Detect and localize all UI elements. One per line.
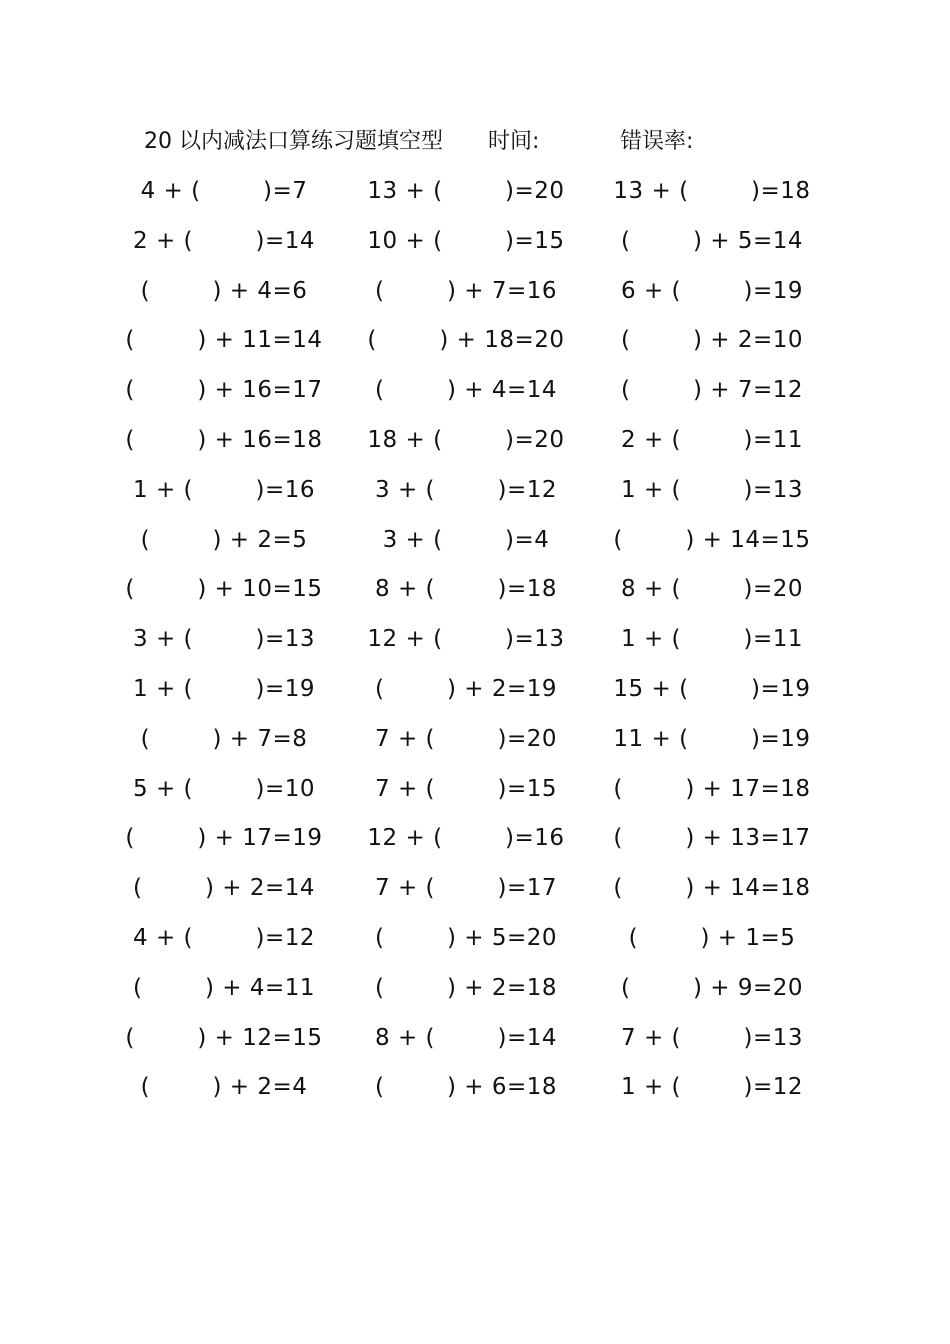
problem-item: 18 + ( )=20 — [367, 426, 565, 453]
problem-row — [0, 274, 950, 324]
problem-row — [0, 572, 950, 622]
problem-item: 1 + ( )=13 — [621, 476, 803, 503]
problem-item: ( ) + 2=10 — [621, 327, 803, 354]
problem-row — [0, 373, 950, 423]
problem-item: ( ) + 7=8 — [140, 725, 308, 752]
problem-item: ( ) + 2=19 — [375, 675, 557, 702]
problem-item: ( ) + 4=14 — [375, 377, 557, 404]
error-rate-label: 错误率: — [620, 129, 694, 154]
problem-item: 7 + ( )=20 — [375, 725, 557, 752]
problem-item: 10 + ( )=15 — [367, 227, 565, 254]
problem-item: 15 + ( )=19 — [613, 675, 811, 702]
problem-row — [0, 921, 950, 971]
problem-item: 1 + ( )=19 — [133, 675, 315, 702]
problem-item: ( ) + 2=18 — [375, 974, 557, 1001]
problem-item: ( ) + 10=15 — [125, 576, 323, 603]
problem-item: 12 + ( )=16 — [367, 825, 565, 852]
problem-item: ( ) + 4=11 — [133, 974, 315, 1001]
problem-item: ( ) + 12=15 — [125, 1024, 323, 1051]
problem-row — [0, 523, 950, 573]
problem-item: 4 + ( )=7 — [140, 178, 308, 204]
problem-item: ( ) + 7=16 — [375, 277, 557, 304]
problem-item: 7 + ( )=17 — [375, 875, 557, 902]
problem-item: ( ) + 11=14 — [125, 327, 323, 354]
worksheet-header — [0, 126, 950, 158]
problem-item: 6 + ( )=19 — [621, 277, 803, 304]
problem-row — [0, 224, 950, 274]
problem-item: ( ) + 9=20 — [621, 974, 803, 1001]
problem-item: ( ) + 5=20 — [375, 924, 557, 951]
problem-item: ( ) + 18=20 — [367, 327, 565, 354]
problem-item: ( ) + 17=18 — [613, 775, 811, 802]
problem-item: ( ) + 2=4 — [140, 1074, 308, 1101]
problem-item: ( ) + 17=19 — [125, 825, 323, 852]
problem-row — [0, 722, 950, 772]
problem-row — [0, 622, 950, 672]
time-label: 时间: — [488, 129, 540, 154]
problem-item: 1 + ( )=16 — [133, 476, 315, 503]
problem-item: 5 + ( )=10 — [133, 775, 315, 802]
problem-row — [0, 772, 950, 822]
problem-item: 3 + ( )=12 — [375, 476, 557, 503]
problem-item: ( ) + 14=18 — [613, 875, 811, 902]
problem-row — [0, 821, 950, 871]
problem-item: 13 + ( )=20 — [367, 178, 565, 204]
problem-item: ( ) + 14=15 — [613, 526, 811, 553]
problem-item: 2 + ( )=14 — [133, 227, 315, 254]
problem-item: ( ) + 7=12 — [621, 377, 803, 404]
problem-item: ( ) + 1=5 — [628, 924, 796, 951]
problem-item: 1 + ( )=12 — [621, 1074, 803, 1101]
problem-row — [0, 1070, 950, 1120]
problem-item: ( ) + 16=18 — [125, 426, 323, 453]
problem-item: ( ) + 4=6 — [140, 277, 308, 304]
problem-item: ( ) + 13=17 — [613, 825, 811, 852]
problem-item: 2 + ( )=11 — [621, 426, 803, 453]
problem-item: 13 + ( )=18 — [613, 178, 811, 204]
problem-row — [0, 323, 950, 373]
problem-item: ( ) + 2=5 — [140, 526, 308, 553]
problem-item: 7 + ( )=15 — [375, 775, 557, 802]
problem-item: 7 + ( )=13 — [621, 1024, 803, 1051]
problem-item: 11 + ( )=19 — [613, 725, 811, 752]
problem-item: ( ) + 5=14 — [621, 227, 803, 254]
problem-item: 8 + ( )=20 — [621, 576, 803, 603]
problem-row — [0, 423, 950, 473]
problem-item: 1 + ( )=11 — [621, 626, 803, 653]
problem-item: 12 + ( )=13 — [367, 626, 565, 653]
problem-row — [0, 871, 950, 921]
problem-item: 8 + ( )=14 — [375, 1024, 557, 1051]
problem-item: ( ) + 6=18 — [375, 1074, 557, 1101]
problem-item: 4 + ( )=12 — [133, 924, 315, 951]
problem-row — [0, 174, 950, 224]
problem-item: 3 + ( )=13 — [133, 626, 315, 653]
problem-row — [0, 971, 950, 1021]
problem-row — [0, 1021, 950, 1071]
problem-row — [0, 672, 950, 722]
problem-item: 3 + ( )=4 — [382, 526, 550, 553]
problem-item: ( ) + 16=17 — [125, 377, 323, 404]
worksheet-title: 20 以内减法口算练习题填空型 — [144, 129, 443, 154]
problem-row — [0, 473, 950, 523]
problem-item: 8 + ( )=18 — [375, 576, 557, 603]
problem-item: ( ) + 2=14 — [133, 875, 315, 902]
problem-grid — [0, 174, 950, 1120]
